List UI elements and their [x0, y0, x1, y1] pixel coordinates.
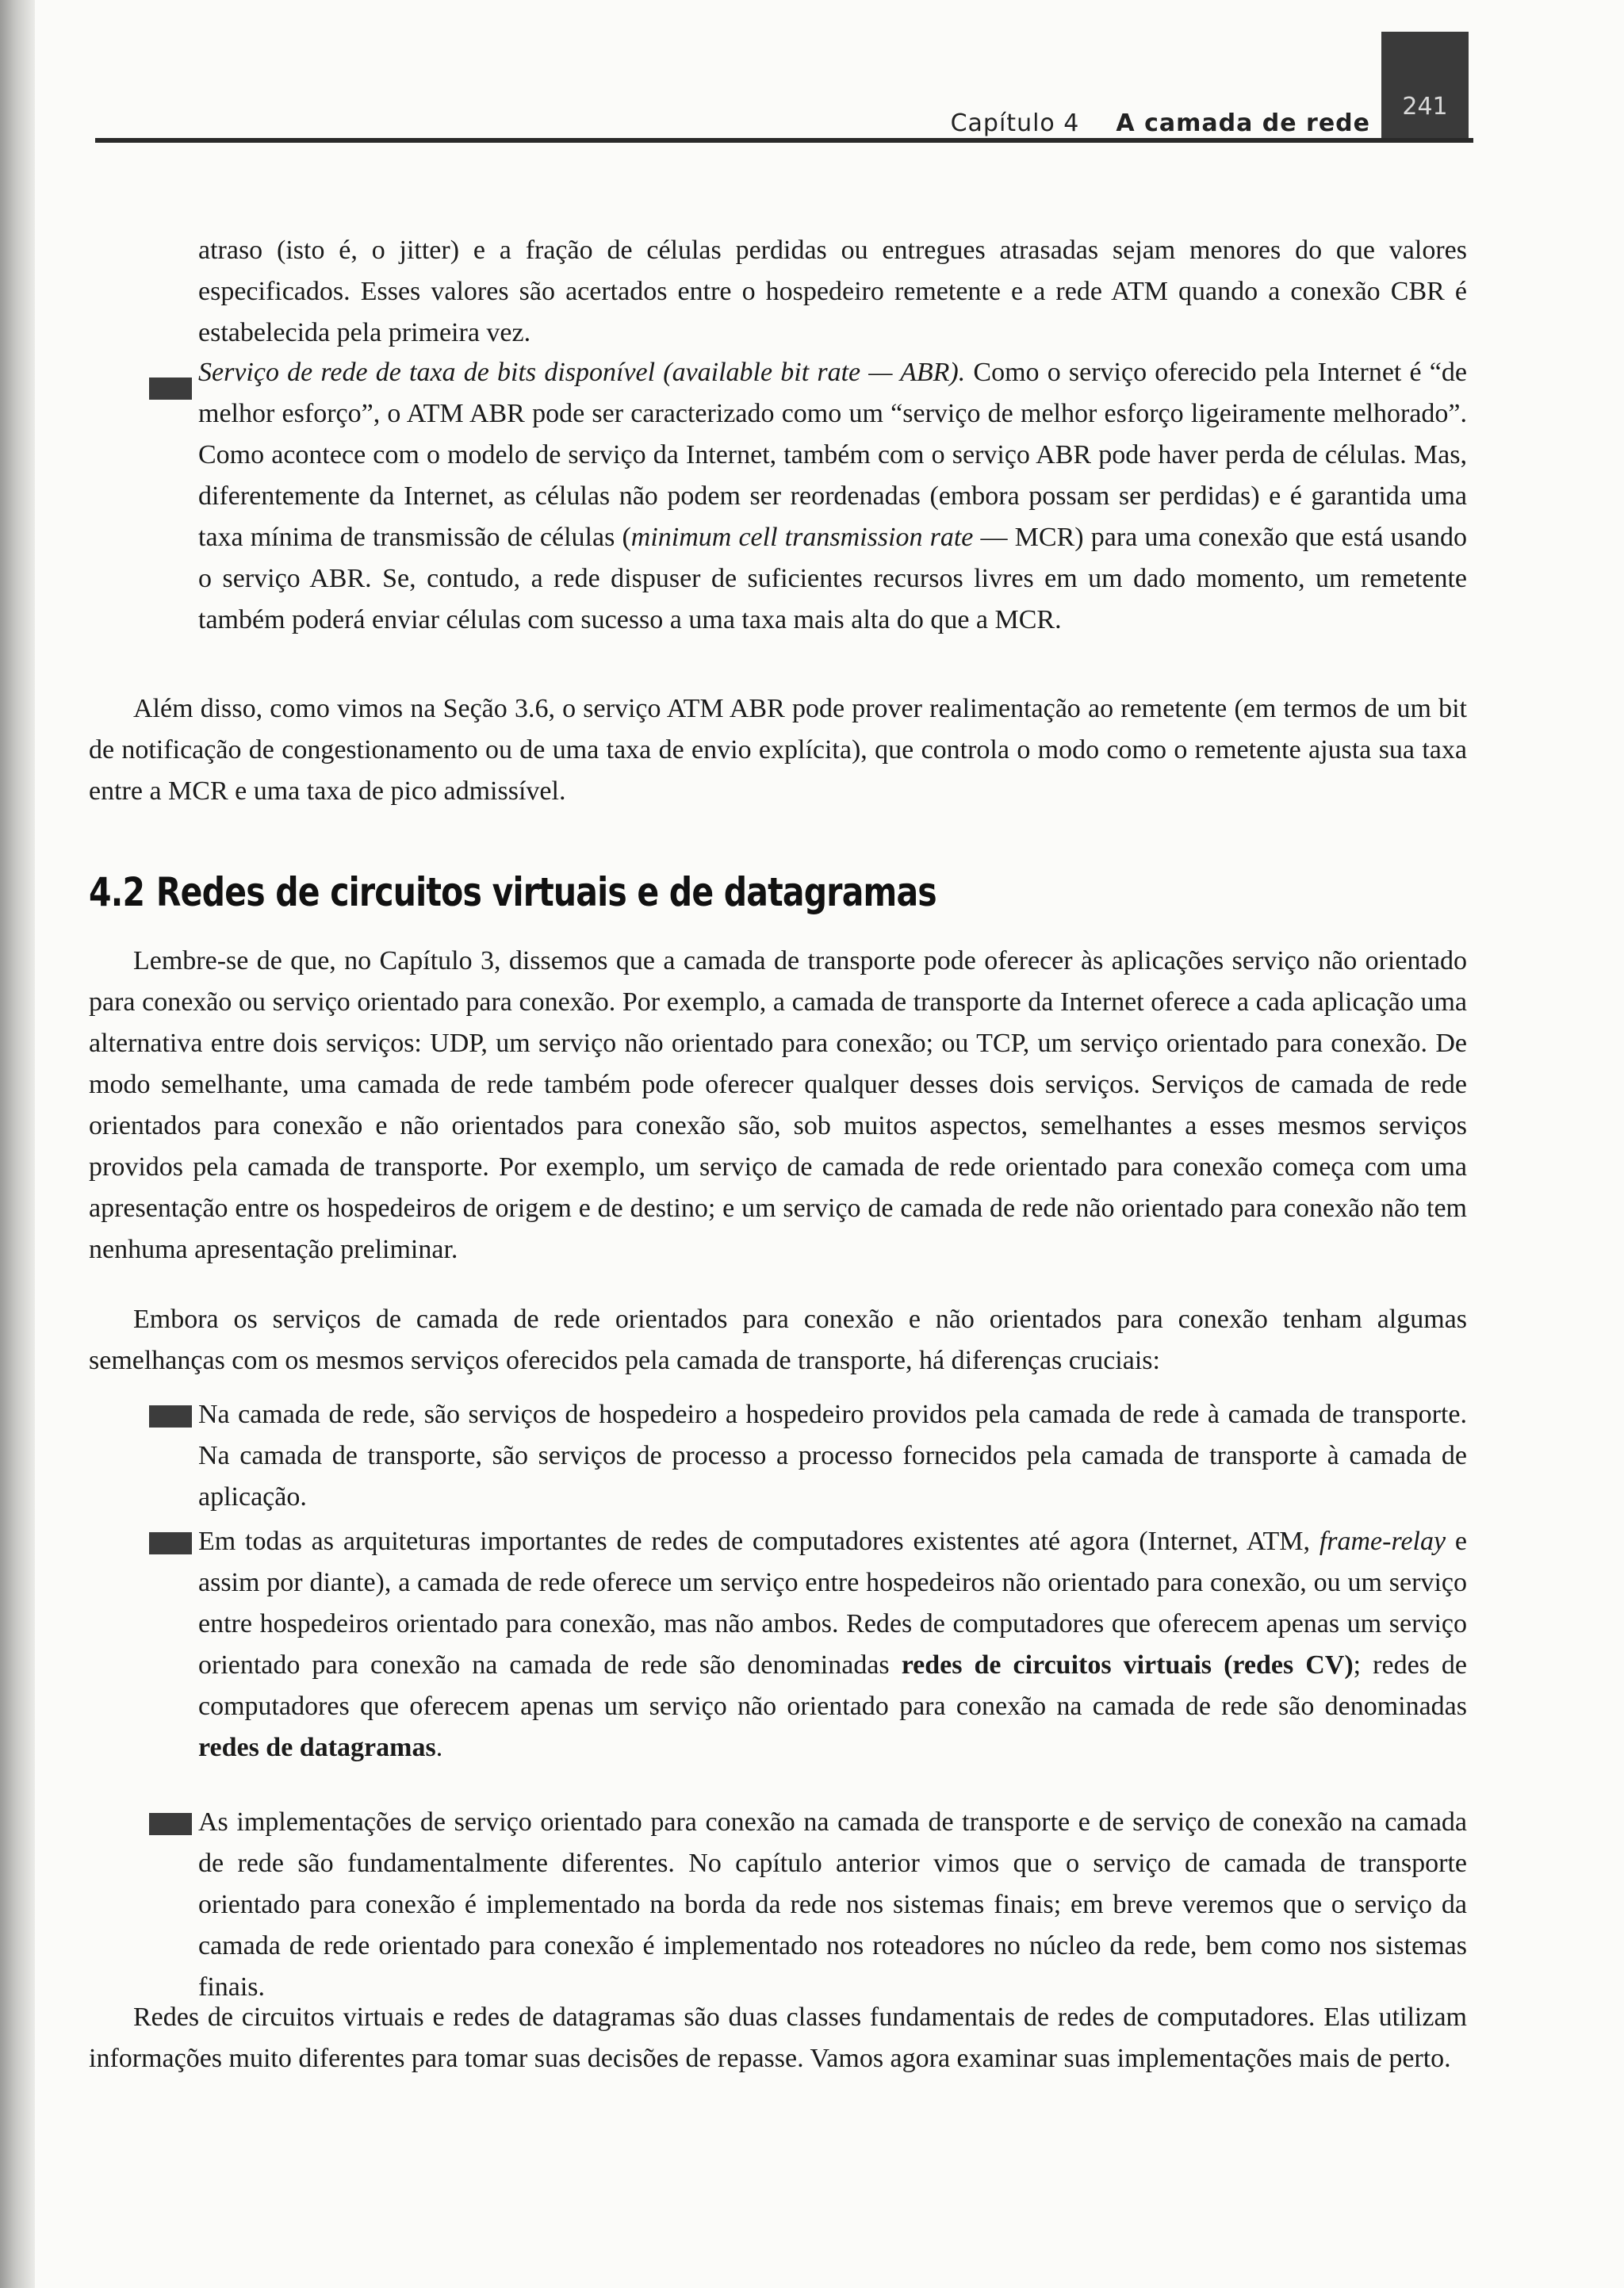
bullet-text: Em todas as arquiteturas importantes de redes de computadores existentes até agora (Internet, ATM, frame-relay e assim por diante), a camada de rede oferece um serviço entre hospedeiros não orientado para conexão, ou um serviço entre hospedeiros orientado para conexão, mas não ambos. Redes de computadores que oferecem apenas um serviço orientado para conexão na camada de rede são denominadas redes de circuitos virtuais (redes CV); redes de computadores que oferecem apenas um serviço não orientado para conexão na camada de rede são denominadas redes de datagramas.: [198, 1527, 1468, 1762]
bullet-marker: [149, 378, 192, 400]
paragraph-intro: [89, 941, 1467, 1270]
paragraph-text: atraso (isto é, o jitter) e a fração de células perdidas ou entregues atrasadas sejam menores do que valores especificados. Esses valores são acertados entre o hospedeiro remetente e a rede ATM quando a conexão CBR é estabelecida pela primeira vez.: [198, 236, 1467, 347]
bullet-marker: [149, 1813, 192, 1835]
bullet-text: Na camada de rede, são serviços de hospedeiro a hospedeiro providos pela camada de rede à camada de transporte. Na camada de transporte, são serviços de processo a processo fornecidos pela camada de transporte à camada de aplicação.: [198, 1400, 1467, 1512]
paragraph-differences: [89, 1299, 1467, 1382]
term-datagram-networks: redes de datagramas: [198, 1733, 436, 1762]
paragraph-text: Embora os serviços de camada de rede orientados para conexão e não orientados para conexão tenham algumas semelhanças com os mesmos serviços oferecidos pela camada de transporte, há diferenças cruciais:: [89, 1305, 1467, 1375]
abr-mcr-term: minimum cell transmission rate: [630, 523, 974, 552]
paragraph-text: Lembre-se de que, no Capítulo 3, dissemos que a camada de transporte pode oferecer às aplicações serviço não orientado para conexão ou serviço orientado para conexão. Por exemplo, a camada de transporte da Internet oferece a cada aplicação uma alternativa entre dois serviços: UDP, um serviço não orientado para conexão; ou TCP, um serviço orientado para conexão. De modo semelhante, uma camada de rede também pode oferecer qualquer desses dois serviços. Serviços de camada de rede orientados para conexão e não orientados para conexão são, sob muitos aspectos, semelhantes a esses mesmos serviços providos pela camada de transporte. Por exemplo, um serviço de camada de rede orientado para conexão começa com uma apresentação entre os hospedeiros de origem e de destino; e um serviço de camada de rede não orientado para conexão não tem nenhuma apresentação preliminar.: [89, 946, 1467, 1264]
section-label: A camada de rede: [1116, 109, 1370, 137]
term-frame-relay: frame-relay: [1319, 1527, 1446, 1556]
bullet-host-to-host: [198, 1394, 1467, 1518]
running-header-text: [951, 109, 1370, 137]
section-heading: [89, 869, 936, 915]
bullet-architectures: [198, 1521, 1467, 1769]
section-title: Redes de circuitos virtuais e de datagramas: [155, 869, 936, 915]
paragraph-text: Além disso, como vimos na Seção 3.6, o serviço ATM ABR pode prover realimentação ao remetente (em termos de um bit de notificação de congestionamento ou de uma taxa de envio explícita), que controla o modo como o remetente ajusta sua taxa entre a MCR e uma taxa de pico admissível.: [89, 694, 1467, 806]
paragraph-cbr-end: [198, 230, 1467, 354]
abr-text-part2: — MCR) para uma conexão que está usando o serviço ABR. Se, contudo, a rede dispuser de suficientes recursos livres em um dado momento, um remetente também poderá enviar células com sucesso a uma taxa mais alta do que a MCR.: [198, 523, 1467, 634]
abr-text-part1: Como o serviço oferecido pela Internet é “de melhor esforço”, o ATM ABR pode ser caracterizado como um “serviço de melhor esforço ligeiramente melhorado”. Como acontece com o modelo de serviço da Internet, também com o serviço ABR pode haver perda de células. Mas, diferentemente da Internet, as células não podem ser reordenadas (embora possam ser perdidas) e é garantida uma taxa mínima de transmissão de células (: [198, 358, 1467, 552]
term-vc-networks: redes de circuitos virtuais (redes CV): [901, 1650, 1354, 1680]
bullet-implementations: [198, 1802, 1467, 2008]
chapter-label: Capítulo 4: [950, 109, 1080, 137]
bullet-text: As implementações de serviço orientado para conexão na camada de transporte e de serviço de conexão na camada de rede são fundamentalmente diferentes. No capítulo anterior vimos que o serviço de camada de transporte orientado para conexão é implementado na borda da rede nos sistemas finais; em breve veremos que o serviço da camada de rede orientado para conexão é implementado nos roteadores no núcleo da rede, bem como nos sistemas finais.: [198, 1807, 1467, 2002]
bullet-abr: [198, 352, 1467, 641]
paragraph-closing: [89, 1997, 1467, 2079]
bullet-marker: [149, 1532, 192, 1554]
paragraph-abr-feedback: [89, 688, 1467, 812]
paragraph-text: Redes de circuitos virtuais e redes de datagramas são duas classes fundamentais de redes de computadores. Elas utilizam informações muito diferentes para tomar suas decisões de repasse. Vamos agora examinar suas implementações mais de perto.: [89, 2002, 1467, 2073]
running-header: [95, 103, 1473, 143]
abr-title: Serviço de rede de taxa de bits disponível (available bit rate — ABR).: [198, 358, 966, 387]
page-number: 241: [1402, 93, 1448, 121]
abr-text: [198, 352, 1467, 641]
page-binding-edge: [0, 0, 35, 2288]
bullet-marker: [149, 1405, 192, 1428]
section-number: 4.2: [89, 869, 145, 915]
